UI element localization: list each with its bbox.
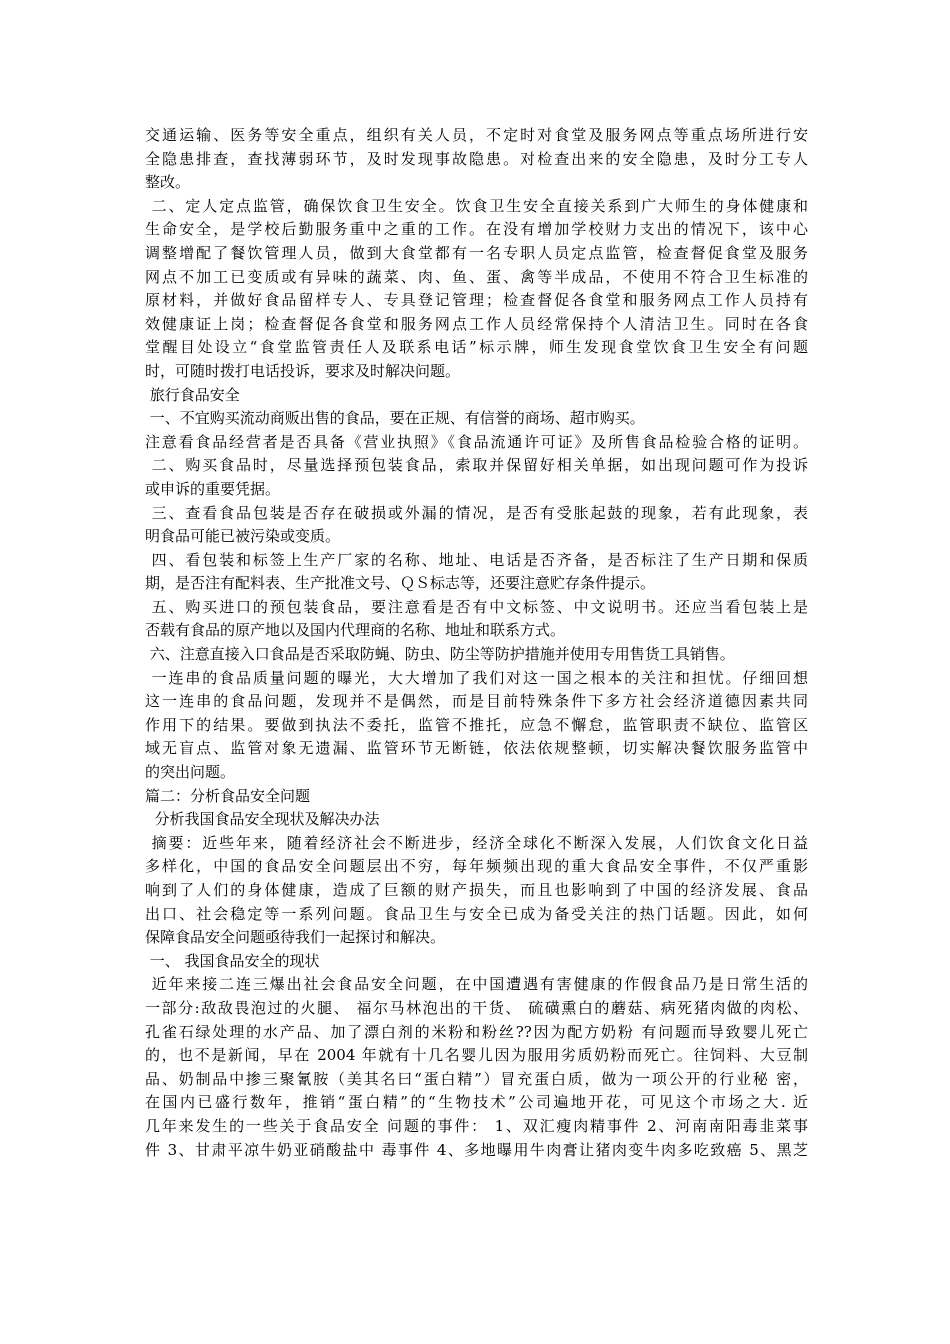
text-line: 出口、社会稳定等一系列问题。食品卫生与安全已成为备受关注的热门话题。因此，如何 (145, 904, 808, 923)
text-line: 原材料，并做好食品留样专人、专具登记管理；检查督促各食堂和服务网点工作人员持有 (145, 291, 808, 310)
text-line: 效健康证上岗；检查督促各食堂和服务网点工作人员经常保持个人清洁卫生。同时在各食 (145, 314, 808, 333)
text-line: 摘要：近些年来，随着经济社会不断进步，经济全球化不断深入发展，人们饮食文化日益 (145, 833, 808, 852)
text-line: 保障食品安全问题亟待我们一起探讨和解决。 (145, 928, 446, 947)
text-line: 的突出问题。 (145, 763, 236, 782)
text-line: 五、购买进口的预包装食品，要注意看是否有中文标签、中文说明书。还应当看包装上是 (145, 597, 808, 616)
text-line: 一、 我国食品安全的现状 (145, 951, 320, 970)
text-line: 旅行食品安全 (145, 385, 240, 404)
text-line: 域无盲点、监管对象无遗漏、监管环节无断链，依法依规整顿，切实解决餐饮服务监管中 (145, 739, 808, 758)
text-line: 近年来接二连三爆出社会食品安全问题，在中国遭遇有害健康的作假食品乃是日常生活的 (145, 975, 808, 994)
text-line: 的，也不是新闻，早在 2004 年就有十几名婴儿因为服用劣质奶粉而死亡。往饲料、大豆制 (145, 1046, 808, 1065)
text-line: 二、购买食品时，尽量选择预包装食品，索取并保留好相关单据，如出现问题可作为投诉 (145, 456, 808, 475)
text-line: 全隐患排查，查找薄弱环节，及时发现事故隐患。对检查出来的安全隐患，及时分工专人 (145, 149, 808, 168)
text-line: 二、定人定点监管，确保饮食卫生安全。饮食卫生安全直接关系到广大师生的身体健康和 (145, 196, 808, 215)
text-line: 在国内已盛行数年，推销“蛋白精”的“生物技术”公司遍地开花，可见这个市场之大. 近 (145, 1093, 808, 1112)
text-line: 堂醒目处设立“食堂监管责任人及联系电话”标示牌，师生发现食堂饮食卫生安全有问题 (145, 338, 808, 357)
text-line: 品、奶制品中掺三聚氰胺（美其名曰“蛋白精”）冒充蛋白质，做为一项公开的行业秘 密， (145, 1069, 808, 1088)
text-line: 一部分:敌敌畏泡过的火腿、 福尔马林泡出的干货、 硫磺熏白的蘑菇、病死猪肉做的肉松、 (145, 998, 808, 1017)
text-line: 或申诉的重要凭据。 (145, 479, 281, 498)
text-line: 这一连串的食品问题，发现并不是偶然，而是目前特殊条件下多方社会经济道德因素共同 (145, 692, 808, 711)
text-line: 孔雀石绿处理的水产品、加了漂白剂的米粉和粉丝??因为配方奶粉 有问题而导致婴儿死亡 (145, 1022, 808, 1041)
text-line: 生命安全，是学校后勤服务重中之重的工作。在没有增加学校财力支出的情况下，该中心 (145, 220, 808, 239)
text-line: 三、查看食品包装是否存在破损或外漏的情况，是否有受胀起鼓的现象，若有此现象，表 (145, 503, 808, 522)
text-line: 六、注意直接入口食品是否采取防蝇、防虫、防尘等防护措施并使用专用售货工具销售。 (145, 645, 735, 664)
text-line: 网点不加工已变质或有异味的蔬菜、肉、鱼、蛋、禽等半成品，不使用不符合卫生标准的 (145, 267, 808, 286)
text-line: 一、不宜购买流动商贩出售的食品，要在正规、有信誉的商场、超市购买。 (145, 409, 645, 428)
text-line: 响到了人们的身体健康，造成了巨额的财产损失，而且也影响到了中国的经济发展、食品 (145, 881, 808, 899)
text-line: 多样化，中国的食品安全问题层出不穷，每年频频出现的重大食品安全事件，不仅严重影 (145, 857, 808, 876)
text-line: 时，可随时拨打电话投诉，要求及时解决问题。 (145, 361, 461, 380)
text-line: 期，是否注有配料表、生产批准文号、ＱＳ标志等，还要注意贮存条件提示。 (145, 574, 656, 593)
text-line: 交通运输、医务等安全重点，组织有关人员，不定时对食堂及服务网点等重点场所进行安 (145, 126, 808, 144)
text-line: 调整增配了餐饮管理人员，做到大食堂都有一名专职人员定点监管，检查督促食堂及服务 (145, 243, 808, 262)
text-line: 作用下的结果。要做到执法不委托，监管不推托，应急不懈怠，监管职责不缺位、监管区 (145, 715, 808, 734)
text-line: 件 3、甘肃平凉牛奶亚硝酸盐中 毒事件 4、多地曝用牛肉膏让猪肉变牛肉多吃致癌 5、黑芝 (145, 1140, 808, 1159)
text-line: 四、看包装和标签上生产厂家的名称、地址、电话是否齐备，是否标注了生产日期和保质 (145, 550, 808, 569)
text-line: 明食品可能已被污染或变质。 (145, 527, 341, 546)
text-line: 一连串的食品质量问题的曝光，大大增加了我们对这一国之根本的关注和担忧。仔细回想 (145, 668, 808, 687)
text-line: 几年来发生的一些关于食品安全 问题的事件： 1、双汇瘦肉精事件 2、河南南阳毒韭菜事 (145, 1116, 808, 1135)
text-line: 整改。 (145, 173, 191, 192)
text-line: 注意看食品经营者是否具备《营业执照》《食品流通许可证》及所售食品检验合格的证明。 (145, 432, 808, 451)
document-page (145, 124, 808, 1162)
text-line: 否载有食品的原产地以及国内代理商的名称、地址和联系方式。 (145, 621, 566, 640)
text-line: 分析我国食品安全现状及解决办法 (145, 810, 380, 829)
text-line: 篇二：分析食品安全问题 (145, 786, 311, 805)
